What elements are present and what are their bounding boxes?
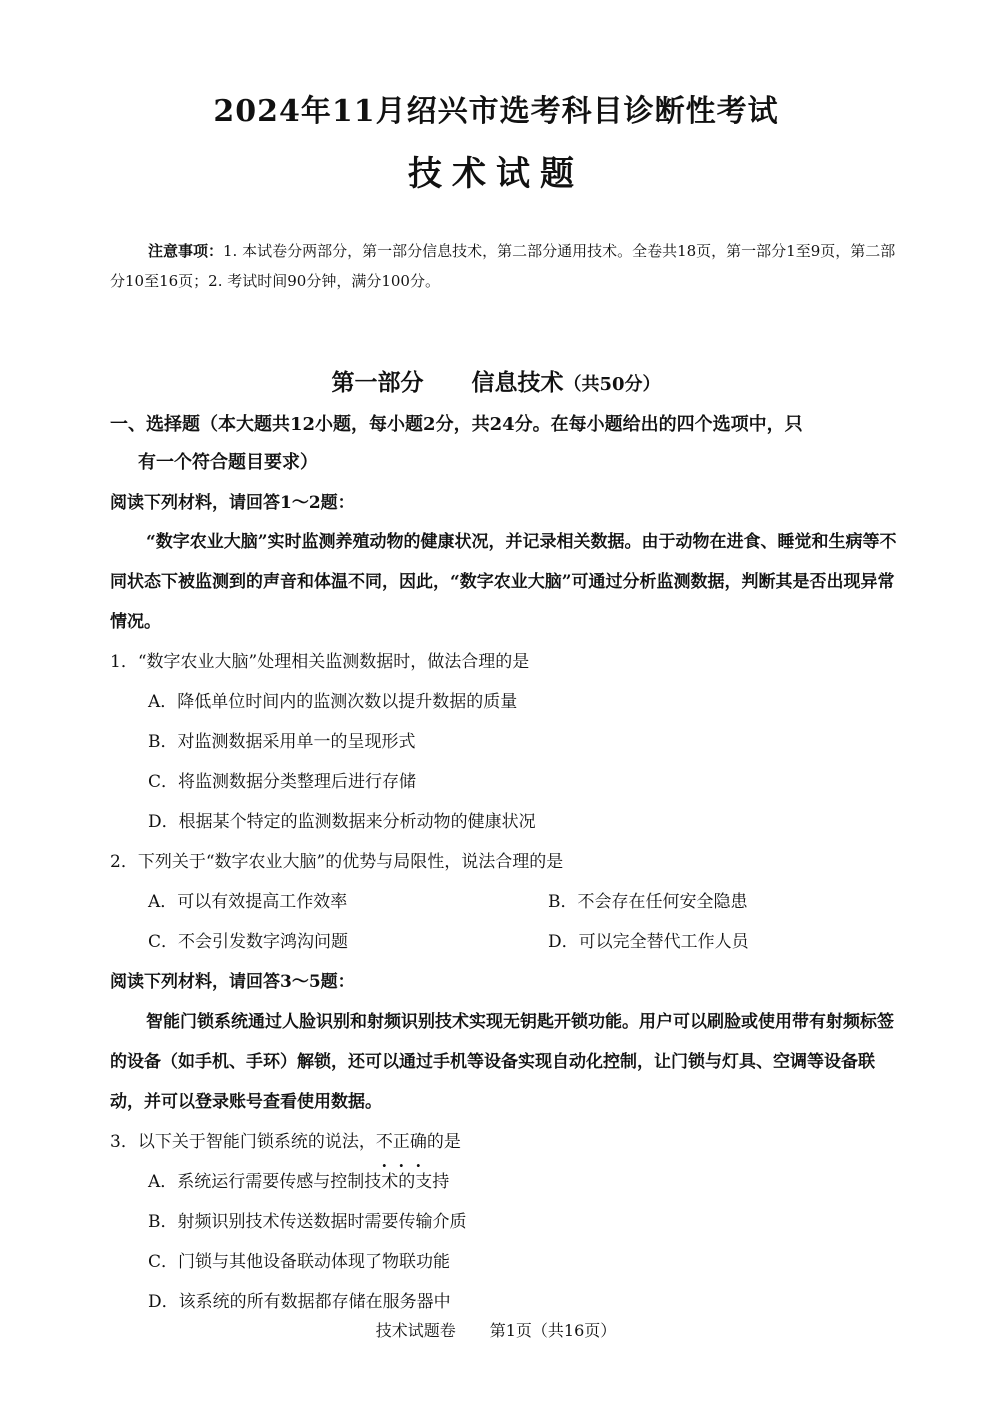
question-3 <box>110 1122 900 1162</box>
option-1d: D．根据某个特定的监测数据来分析动物的健康状况 <box>148 812 536 832</box>
material-lead-2: 阅读下列材料，请回答3～5题： <box>110 972 355 992</box>
part-heading <box>0 364 992 397</box>
emphasis-char: 确 <box>409 1132 427 1152</box>
notice-paragraph <box>110 236 900 296</box>
option-2c: C．不会引发数字鸿沟问题 <box>148 932 349 952</box>
exam-subtitle: 技术试题 <box>408 154 584 194</box>
material-text: “数字农业大脑”实时监测养殖动物的健康状况，并记录相关数据。由于动物在进食、睡觉和生病等不同状态下被监测到的声音和体温不同，因此，“数字农业大脑”可通过分析监测数据，判断其是否出现异常情况。 <box>110 532 897 632</box>
section-heading <box>110 406 890 482</box>
option-row-2cd <box>110 922 900 962</box>
footer-paper-name: 技术试题卷 <box>375 1321 456 1340</box>
emphasis-char: 正 <box>392 1132 410 1152</box>
option-2b: B．不会存在任何安全隐患 <box>548 892 748 912</box>
page-footer <box>0 1318 992 1341</box>
exam-title: 2024年11月绍兴市选考科目诊断性考试 <box>213 94 779 129</box>
part-label: 第一部分 <box>331 369 424 396</box>
material-block-1 <box>110 484 900 1322</box>
option-2d: D．可以完全替代工作人员 <box>548 932 749 952</box>
question-2: 2．下列关于“数字农业大脑”的优势与局限性，说法合理的是 <box>110 852 564 872</box>
emphasis-char: 不 <box>375 1132 393 1152</box>
part-name: 信息技术 <box>471 369 564 396</box>
option-2a: A．可以有效提高工作效率 <box>148 892 348 912</box>
option-row-2ab <box>110 882 900 922</box>
option-1c: C．将监测数据分类整理后进行存储 <box>148 772 417 792</box>
option-3c: C．门锁与其他设备联动体现了物联功能 <box>148 1252 451 1272</box>
question-1: 1．“数字农业大脑”处理相关监测数据时，做法合理的是 <box>110 652 530 672</box>
option-3b: B．射频识别技术传送数据时需要传输介质 <box>148 1212 467 1232</box>
option-1b: B．对监测数据采用单一的呈现形式 <box>148 732 416 752</box>
section-heading-line1: 一、选择题（本大题共12小题，每小题2分，共24分。在每小题给出的四个选项中，只 <box>110 414 803 435</box>
footer-page-number: 第1页（共16页） <box>489 1321 617 1340</box>
option-3a: A．系统运行需要传感与控制技术的支持 <box>148 1172 450 1192</box>
material-lead: 阅读下列材料，请回答1～2题： <box>110 493 355 513</box>
option-1a: A．降低单位时间内的监测次数以提升数据的质量 <box>148 692 518 712</box>
question-3-stem-start: 3．以下关于智能门锁系统的说法， <box>110 1132 376 1152</box>
material-text-2: 智能门锁系统通过人脸识别和射频识别技术实现无钥匙开锁功能。用户可以刷脸或使用带有射频标签的设备（如手机、手环）解锁，还可以通过手机等设备实现自动化控制，让门锁与灯具、空调等设备联动，并可以登录账号查看使用数据。 <box>110 1012 894 1112</box>
section-heading-line2: 有一个符合题目要求） <box>138 452 318 473</box>
question-3-stem-end: 的是 <box>426 1132 461 1152</box>
notice-label: 注意事项： <box>148 242 224 260</box>
option-3d: D．该系统的所有数据都存储在服务器中 <box>148 1292 451 1312</box>
part-score: （共50分） <box>563 374 661 395</box>
notice-text: 1. 本试卷分两部分，第一部分信息技术，第二部分通用技术。全卷共18页，第一部分1至9页，第二部分10至16页；2. 考试时间90分钟，满分100分。 <box>110 242 896 290</box>
